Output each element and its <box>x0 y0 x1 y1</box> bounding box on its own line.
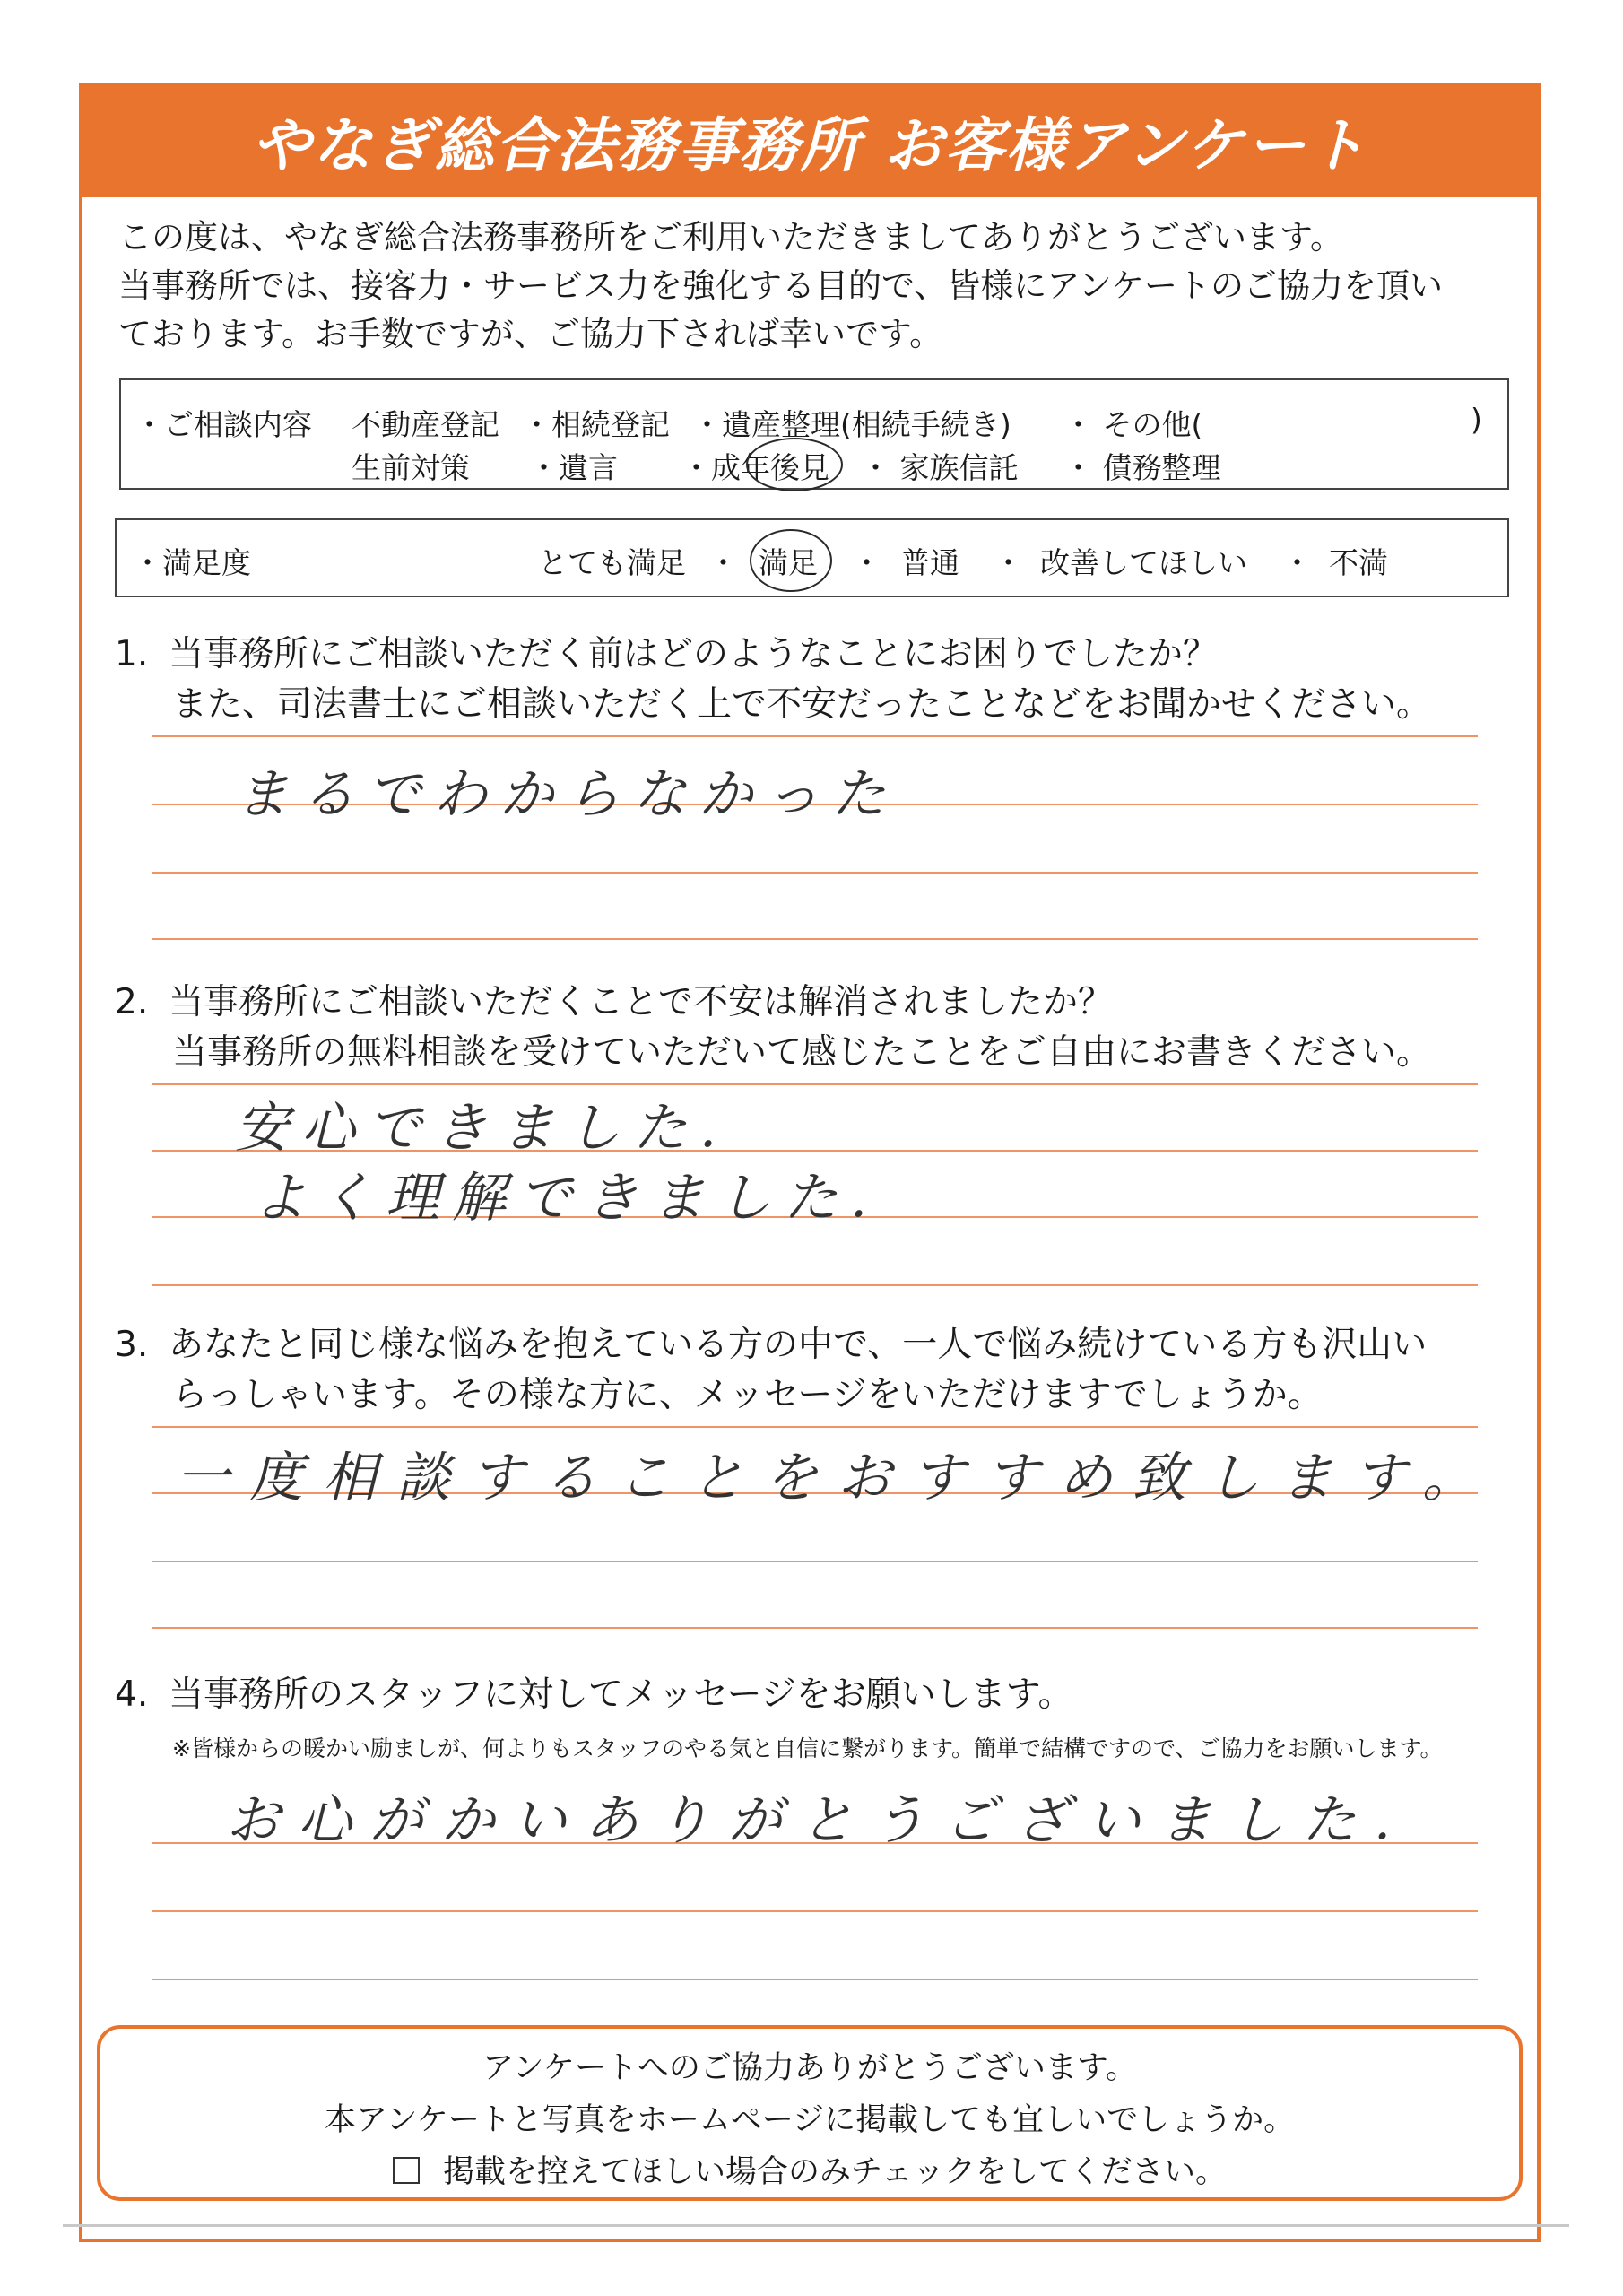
handwritten-answer: 一度相談することをおすすめ致します。 <box>176 1447 1496 1509</box>
answer-line <box>152 1561 1478 1562</box>
question-text: 当事務所にご相談いただくことで不安は解消されましたか？ <box>169 982 1114 1022</box>
footer-check-label: 掲載を控えてほしい場合のみチェックをしてください。 <box>443 2154 1227 2190</box>
question-text: 当事務所にご相談いただく前はどのようなことにお困りでしたか？ <box>169 634 1219 674</box>
question-text: また、司法書士にご相談いただく上で不安だったことなどをお聞かせください。 <box>172 684 1432 725</box>
option-other[interactable]: ・ その他( <box>1063 407 1203 442</box>
option-guardianship[interactable]: ・成年後見 <box>681 450 829 485</box>
question-number: 3. <box>115 1325 149 1365</box>
question-text: らっしゃいます。その様な方に、メッセージをいただけますでしょうか。 <box>172 1375 1323 1415</box>
answer-line <box>152 1910 1478 1912</box>
no-publish-checkbox[interactable] <box>393 2157 420 2184</box>
selection-circle <box>750 529 832 592</box>
handwritten-answer: まるでわからなかった <box>235 763 898 826</box>
answer-line <box>152 938 1478 940</box>
question-text: 当事務所のスタッフに対してメッセージをお願いします。 <box>169 1674 1073 1715</box>
option-real-estate[interactable]: 不動産登記 <box>352 407 499 442</box>
footer-question: 本アンケートと写真をホームページに掲載しても宜しいでしょうか。 <box>324 2102 1296 2138</box>
intro-line: ております。お手数ですが、ご協力下されば幸いです。 <box>118 315 943 353</box>
option-satisfied[interactable]: 満足 <box>759 545 818 580</box>
option-inheritance-registration[interactable]: ・相続登記 <box>522 407 670 442</box>
intro-line: 当事務所では、接客力・サービス力を強化する目的で、皆様にアンケートのご協力を頂い <box>118 266 1444 305</box>
selection-circle <box>746 438 843 491</box>
answer-line <box>152 1979 1478 1980</box>
answer-line <box>152 1284 1478 1286</box>
question-number: 2. <box>115 982 149 1022</box>
survey-title: やなぎ総合法務事務所 お客様アンケート <box>79 83 1541 197</box>
question-4 <box>115 1670 1073 1720</box>
intro-line: この度は、やなぎ総合法務事務所をご利用いただきましてありがとうございます。 <box>118 218 1344 257</box>
intro-text <box>118 213 1517 359</box>
option-very-satisfied[interactable]: とても満足 <box>538 545 686 580</box>
answer-line <box>152 1426 1478 1428</box>
option-want-improvement[interactable]: 改善してほしい <box>1040 545 1247 580</box>
page-border-line <box>63 2224 1569 2227</box>
answer-line <box>152 872 1478 874</box>
separator: ・ <box>852 545 881 580</box>
handwritten-answer: よく理解できました. <box>253 1167 881 1230</box>
option-normal[interactable]: 普通 <box>900 545 959 580</box>
encouragement-note: ※皆様からの暖かい励ましが、何よりもスタッフのやる気と自信に繋がります。簡単で結構ですので、ご協力をお願いします。 <box>172 1735 1443 1761</box>
option-estate-settlement[interactable]: ・遺産整理(相続手続き) <box>692 407 1011 442</box>
handwritten-answer: 安心できました. <box>235 1097 730 1160</box>
footer-thanks: アンケートへのご協力ありがとうございます。 <box>482 2050 1138 2086</box>
option-dissatisfied[interactable]: 不満 <box>1329 545 1388 580</box>
separator: ・ <box>708 545 738 580</box>
other-close-paren: ) <box>1471 402 1482 437</box>
option-family-trust[interactable]: ・ 家族信託 <box>861 450 1019 485</box>
footer-check-row <box>100 2147 1519 2192</box>
option-estate-planning[interactable]: 生前対策 <box>352 450 470 485</box>
question-2 <box>115 978 1431 1078</box>
handwritten-answer: お心がかいありがとうございました. <box>226 1789 1410 1852</box>
option-debt-consolidation[interactable]: ・ 債務整理 <box>1063 450 1221 485</box>
question-text: あなたと同じ様な悩みを抱えている方の中で、一人で悩み続けている方も沢山い <box>169 1325 1428 1365</box>
question-3 <box>115 1320 1427 1421</box>
question-1 <box>115 630 1431 730</box>
answer-line <box>152 1627 1478 1629</box>
answer-line <box>152 735 1478 737</box>
question-text: 当事務所の無料相談を受けていただいて感じたことをご自由にお書きください。 <box>172 1032 1432 1073</box>
publication-consent-box <box>97 2025 1523 2201</box>
separator: ・ <box>1282 545 1312 580</box>
separator: ・ <box>994 545 1023 580</box>
question-number: 1. <box>115 634 149 674</box>
consultation-label: ・ご相談内容 <box>135 407 312 442</box>
satisfaction-label: ・満足度 <box>133 545 251 580</box>
option-will[interactable]: ・遺言 <box>529 450 618 485</box>
question-number: 4. <box>115 1674 149 1715</box>
